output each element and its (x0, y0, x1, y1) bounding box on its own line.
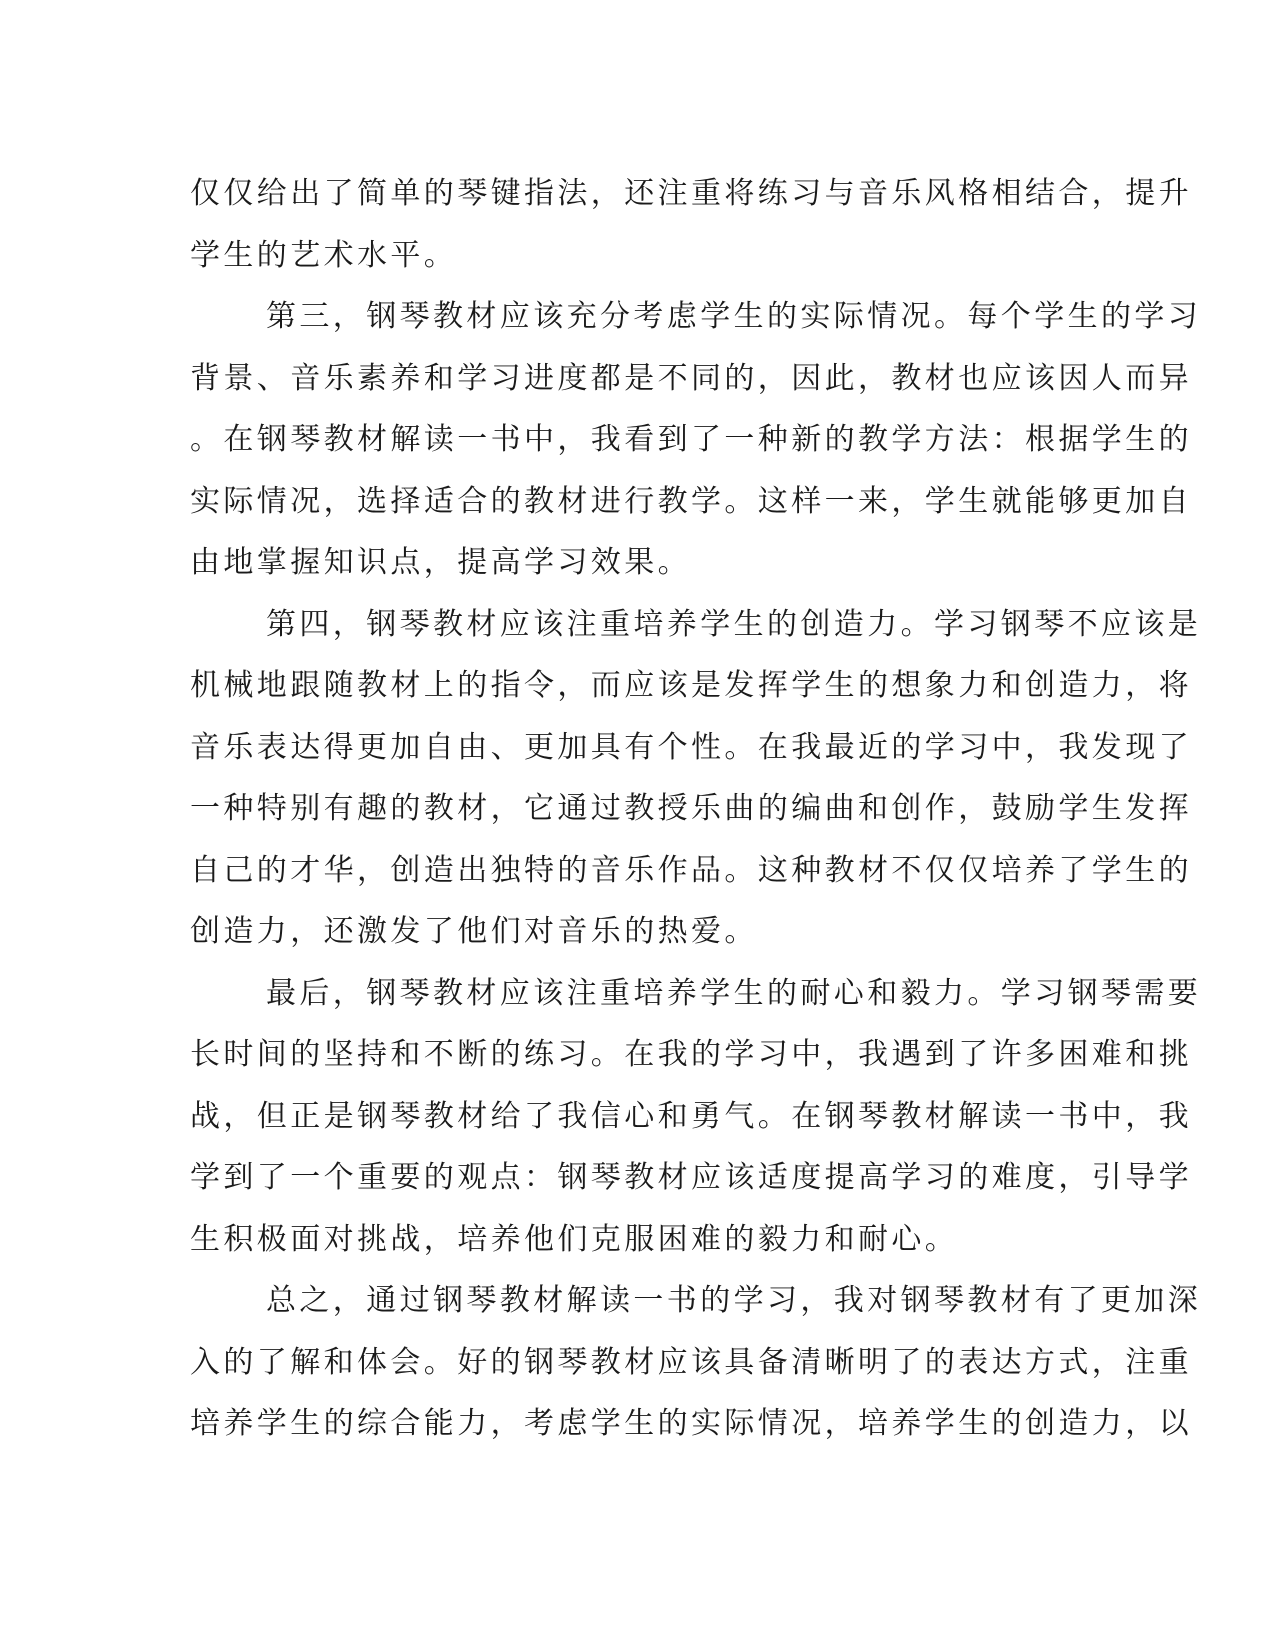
text-line: 一种特别有趣的教材，它通过教授乐曲的编曲和创作，鼓励学生发挥 (190, 791, 1192, 826)
text-line: 长时间的坚持和不断的练习。在我的学习中，我遇到了许多困难和挑 (190, 1037, 1192, 1072)
text-line: 创造力，还激发了他们对音乐的热爱。 (190, 914, 758, 949)
text-line: 机械地跟随教材上的指令，而应该是发挥学生的想象力和创造力，将 (190, 668, 1192, 703)
paragraph-first-line: 第三，钢琴教材应该充分考虑学生的实际情况。每个学生的学习 (266, 299, 1202, 334)
text-line: 。在钢琴教材解读一书中，我看到了一种新的教学方法：根据学生的 (190, 422, 1192, 457)
text-line: 由地掌握知识点，提高学习效果。 (190, 545, 691, 580)
text-line: 入的了解和体会。好的钢琴教材应该具备清晰明了的表达方式，注重 (190, 1344, 1192, 1380)
text-line: 战，但正是钢琴教材给了我信心和勇气。在钢琴教材解读一书中，我 (190, 1098, 1192, 1134)
text-line: 音乐表达得更加自由、更加具有个性。在我最近的学习中，我发现了 (190, 729, 1192, 765)
document-body (190, 163, 1202, 1455)
paragraph-first-line: 第四，钢琴教材应该注重培养学生的创造力。学习钢琴不应该是 (266, 606, 1202, 642)
text-line: 培养学生的综合能力，考虑学生的实际情况，培养学生的创造力，以 (190, 1406, 1192, 1441)
text-line: 实际情况，选择适合的教材进行教学。这样一来，学生就能够更加自 (190, 483, 1192, 519)
text-line: 仅仅给出了简单的琴键指法，还注重将练习与音乐风格相结合，提升 (190, 176, 1192, 211)
paragraph-first-line: 总之，通过钢琴教材解读一书的学习，我对钢琴教材有了更加深 (266, 1283, 1202, 1318)
paragraph-first-line: 最后，钢琴教材应该注重培养学生的耐心和毅力。学习钢琴需要 (266, 975, 1202, 1011)
text-line: 生积极面对挑战，培养他们克服困难的毅力和耐心。 (190, 1221, 959, 1257)
text-line: 背景、音乐素养和学习进度都是不同的，因此，教材也应该因人而异 (190, 360, 1192, 396)
text-line: 自己的才华，创造出独特的音乐作品。这种教材不仅仅培养了学生的 (190, 852, 1192, 888)
text-line: 学生的艺术水平。 (190, 237, 458, 273)
text-line: 学到了一个重要的观点：钢琴教材应该适度提高学习的难度，引导学 (190, 1160, 1192, 1195)
